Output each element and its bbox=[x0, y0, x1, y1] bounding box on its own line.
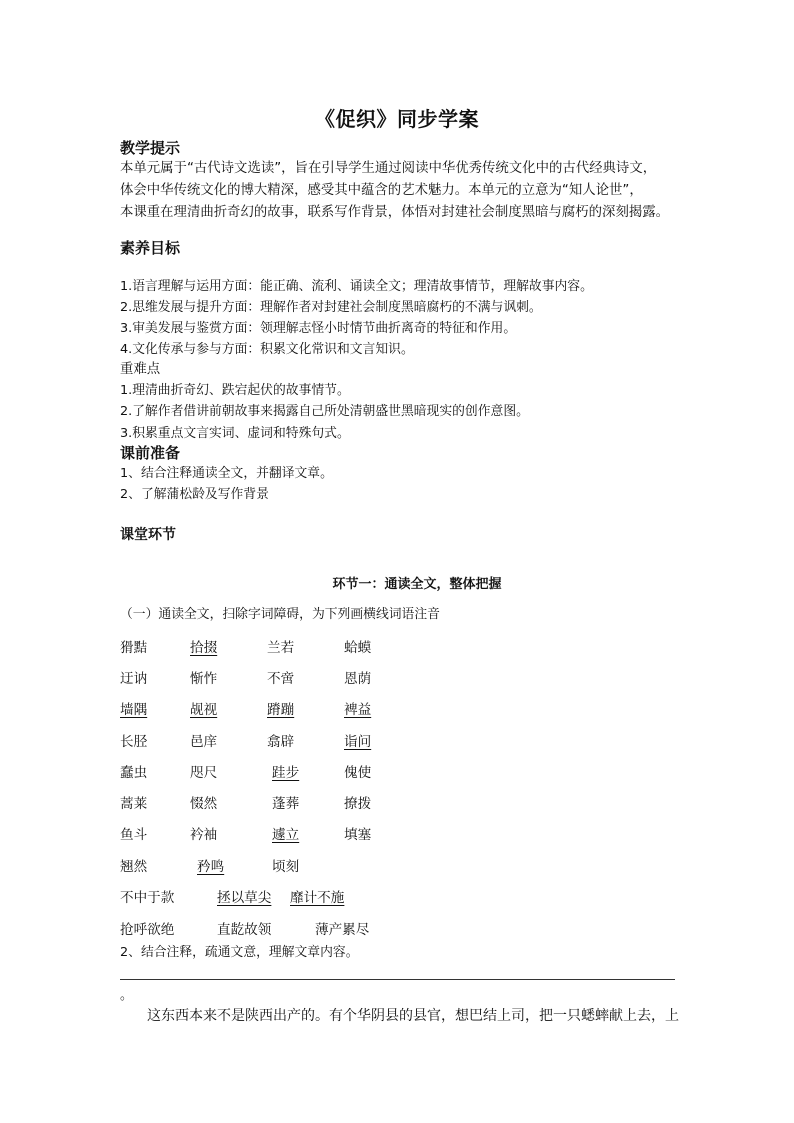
vocab-word: 不中于款 bbox=[120, 890, 175, 906]
vocab-word: 不啻 bbox=[267, 671, 295, 687]
section-title: 环节一：通读全文，整体把握 bbox=[332, 577, 502, 592]
vocab-word: 蒿莱 bbox=[120, 796, 148, 812]
vocab-word: 靡计不施 bbox=[290, 890, 345, 906]
prep-heading: 课前准备 bbox=[120, 444, 181, 462]
vocab-word: 拯以草尖 bbox=[217, 890, 272, 906]
translation-line: 这东西本来不是陕西出产的。有个华阴县的县官，想巴结上司，把一只蟋蟀献上去，上 bbox=[147, 1008, 679, 1024]
vocab-word: 墙隅 bbox=[120, 702, 148, 718]
goals-heading: 素养目标 bbox=[120, 239, 181, 257]
vocab-word: 傀使 bbox=[344, 765, 372, 781]
vocab-word: 猾黠 bbox=[120, 640, 148, 656]
prep-item: 2、了解蒲松龄及写作背景 bbox=[120, 487, 269, 502]
vocab-word: 翕辟 bbox=[267, 734, 295, 750]
goal-item: 1.语言理解与运用方面：能正确、流利、诵读全文；理清故事情节，理解故事内容。 bbox=[120, 279, 593, 294]
vocab-word: 迂讷 bbox=[120, 671, 148, 687]
vocab-word: 惭怍 bbox=[190, 671, 218, 687]
key-point-item: 2.了解作者借讲前朝故事来揭露自己所处清朝盛世黑暗现实的创作意图。 bbox=[120, 404, 529, 419]
vocab-word: 蹐蹦 bbox=[267, 702, 295, 718]
key-point-item: 3.积累重点文言实词、虚词和特殊句式。 bbox=[120, 426, 350, 441]
key-points-heading: 重难点 bbox=[120, 362, 161, 377]
vocab-word: 咫尺 bbox=[190, 765, 218, 781]
vocab-word: 拾掇 bbox=[190, 640, 218, 656]
page-title: 《促织》同步学案 bbox=[315, 107, 479, 131]
vocab-word: 薄产累尽 bbox=[315, 922, 370, 938]
vocab-word: 蠢虫 bbox=[120, 765, 148, 781]
vocab-word: 抢呼欲绝 bbox=[120, 922, 175, 938]
task-1-instruction: （一）通读全文，扫除字词障碍，为下列画横线词语注音 bbox=[120, 607, 440, 622]
vocab-word: 蛤蟆 bbox=[344, 640, 372, 656]
vocab-word: 恩荫 bbox=[344, 671, 372, 687]
vocab-word: 蓬葬 bbox=[272, 796, 300, 812]
vocab-word: 顷刻 bbox=[272, 859, 300, 875]
divider-line bbox=[120, 979, 675, 980]
teaching-tips-line: 本课重在理清曲折奇幻的故事，联系写作背景，体悟对封建社会制度黑暗与腐朽的深刻揭露。 bbox=[120, 205, 670, 220]
task-2-instruction: 2、结合注释，疏通文意，理解文章内容。 bbox=[120, 945, 359, 960]
vocab-word: 跬步 bbox=[272, 765, 300, 781]
vocab-word: 惙然 bbox=[190, 796, 218, 812]
vocab-word: 填塞 bbox=[344, 827, 372, 843]
vocab-word: 矜鸣 bbox=[197, 859, 225, 875]
stray-period: 。 bbox=[120, 988, 133, 1003]
goal-item: 4.文化传承与参与方面：积累文化常识和文言知识。 bbox=[120, 342, 414, 357]
vocab-word: 鱼斗 bbox=[120, 827, 148, 843]
vocab-word: 兰若 bbox=[267, 640, 295, 656]
vocab-word: 撩拨 bbox=[344, 796, 372, 812]
vocab-word: 直龁故领 bbox=[217, 922, 272, 938]
prep-item: 1、结合注释通读全文，并翻译文章。 bbox=[120, 466, 333, 481]
vocab-word: 遽立 bbox=[272, 827, 300, 843]
class-heading: 课堂环节 bbox=[120, 527, 176, 543]
goal-item: 2.思维发展与提升方面：理解作者对封建社会制度黑暗腐朽的不满与讽刺。 bbox=[120, 300, 542, 315]
goal-item: 3.审美发展与鉴赏方面：领理解志怪小时情节曲折离奇的特征和作用。 bbox=[120, 321, 517, 336]
teaching-tips-line: 本单元属于“古代诗文选读”，旨在引导学生通过阅读中华优秀传统文化中的古代经典诗文， bbox=[120, 161, 657, 176]
vocab-word: 邑庠 bbox=[190, 734, 218, 750]
vocab-word: 长胫 bbox=[120, 734, 148, 750]
vocab-word: 裨益 bbox=[344, 702, 372, 718]
vocab-word: 诣问 bbox=[344, 734, 372, 750]
vocab-word: 觇视 bbox=[190, 702, 218, 718]
vocab-word: 翘然 bbox=[120, 859, 148, 875]
teaching-tips-heading: 教学提示 bbox=[120, 139, 181, 157]
teaching-tips-line: 体会中华传统文化的博大精深，感受其中蕴含的艺术魅力。本单元的立意为“知人论世”， bbox=[120, 183, 643, 198]
key-point-item: 1.理清曲折奇幻、跌宕起伏的故事情节。 bbox=[120, 383, 350, 398]
vocab-word: 衿袖 bbox=[190, 827, 218, 843]
